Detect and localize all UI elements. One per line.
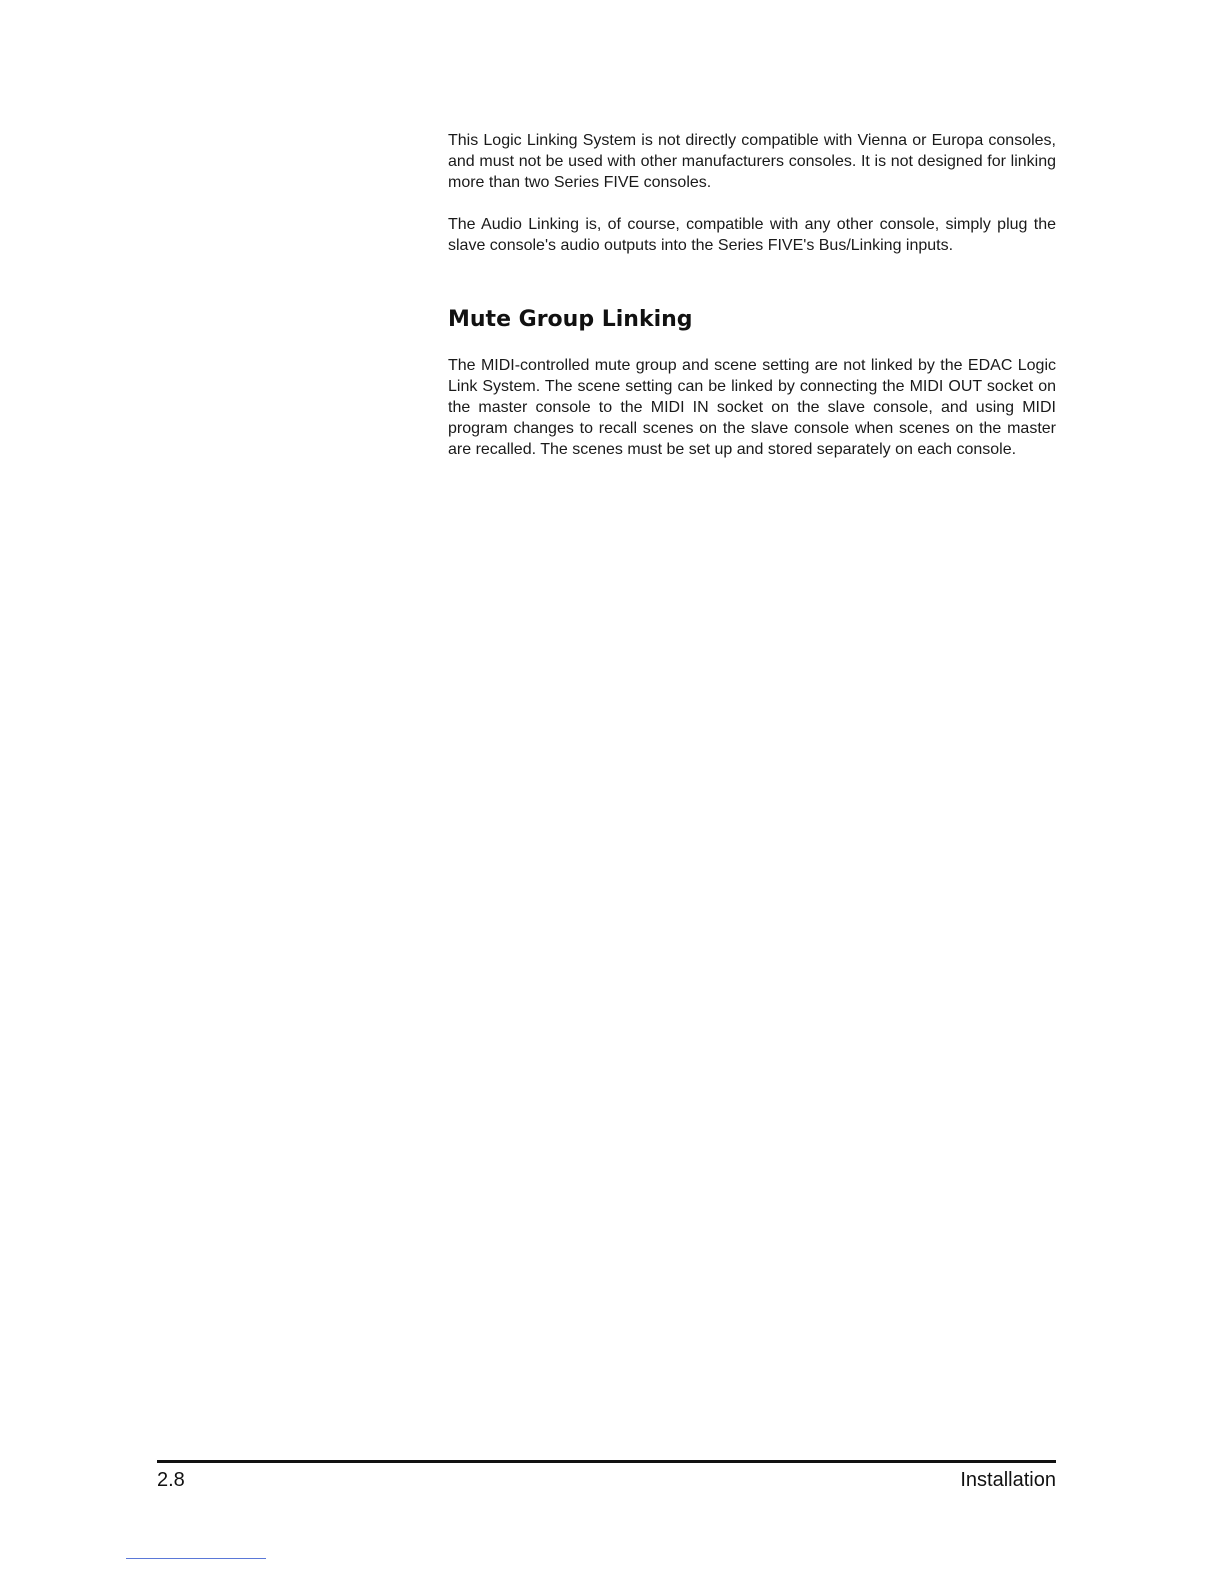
page-content [448,130,1056,460]
paragraph-audio-linking: The Audio Linking is, of course, compatible with any other console, simply plug the slave console's audio outputs into the Series FIVE's Bus/Linking inputs. [448,216,1056,254]
page-footer [157,1460,1056,1491]
paragraph-logic-linking-compatibility: This Logic Linking System is not directly compatible with Vienna or Europa consoles, and must not be used with other manufacturers consoles. It is not designed for linking more than two Series FIVE consoles. [448,132,1056,191]
section-heading-mute-group-linking: Mute Group Linking [448,307,693,332]
page-number: 2.8 [157,1469,185,1491]
paragraph-mute-group-linking: The MIDI-controlled mute group and scene setting are not linked by the EDAC Logic Link System. The scene setting can be linked by connecting the MIDI OUT socket on the master console to the MIDI IN socket on the slave console, and using MIDI program changes to recall scenes on the slave console when scenes on the master are recalled. The scenes must be set up and stored separately on each console. [448,357,1056,458]
link-underline-divider [126,1558,266,1559]
footer-section-name: Installation [960,1469,1056,1491]
